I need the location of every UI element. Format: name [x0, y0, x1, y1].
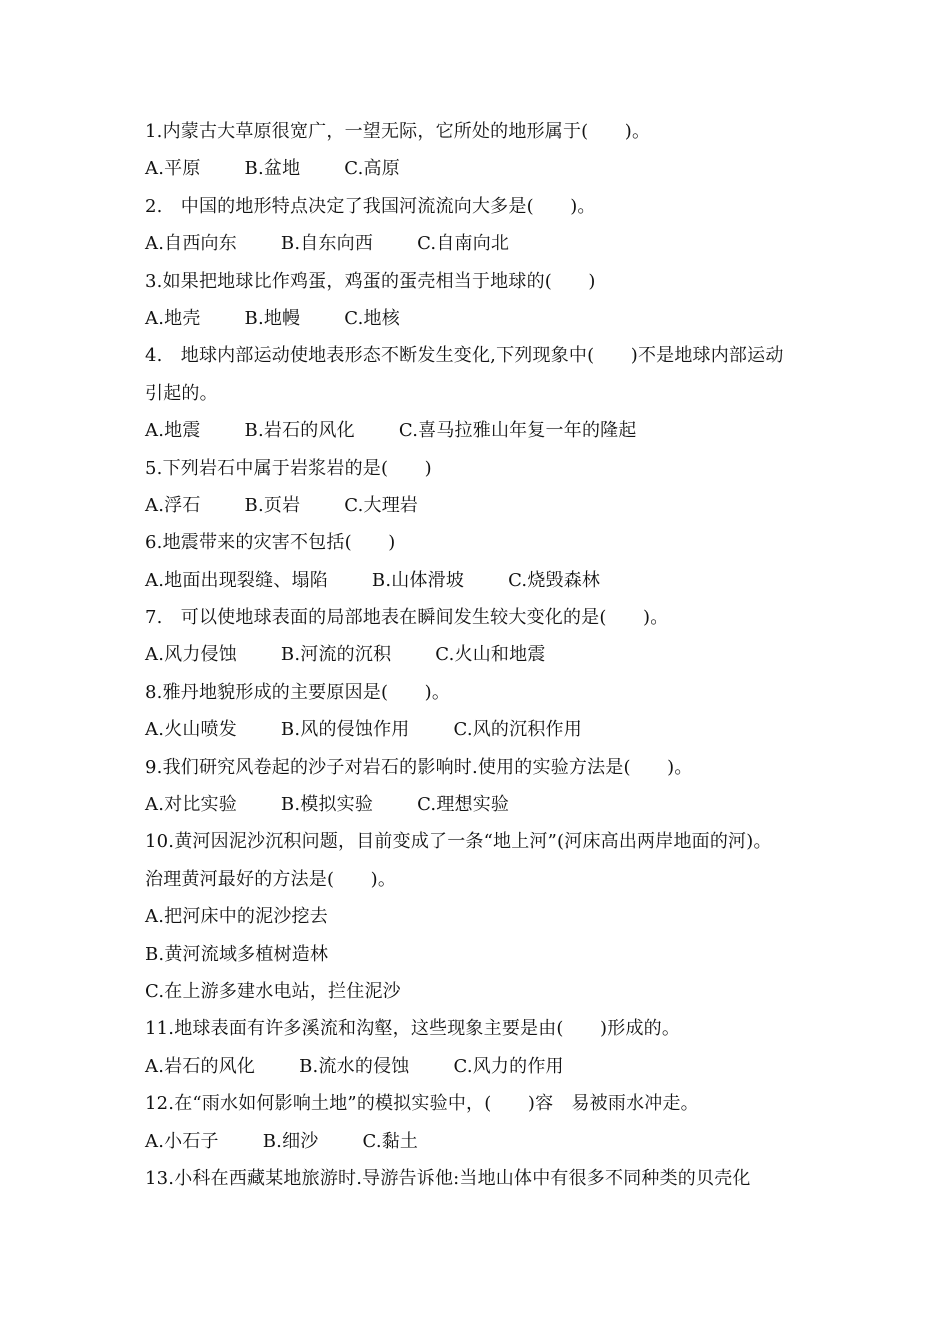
question-stem: 13.小科在西藏某地旅游时.导游告诉他:当地山体中有很多不同种类的贝壳化	[145, 1167, 751, 1189]
option-c: C.风的沉积作用	[453, 719, 582, 741]
option-row	[145, 225, 825, 262]
question-stem: 2. 中国的地形特点决定了我国河流流向大多是( )。	[145, 195, 596, 217]
option-row	[145, 300, 825, 337]
option-c: C.风力的作用	[453, 1055, 564, 1077]
question-stem-continued: 治理黄河最好的方法是( )。	[145, 868, 397, 890]
question-stem: 6.地震带来的灾害不包括( )	[145, 532, 396, 554]
question-stem: 7. 可以使地球表面的局部地表在瞬间发生较大变化的是( )。	[145, 607, 669, 629]
option-b: B.风的侵蚀作用	[280, 719, 410, 741]
option-b: B.山体滑坡	[371, 569, 465, 591]
option-a: A.地面出现裂缝、塌陷	[145, 569, 328, 591]
option-b: B.细沙	[262, 1130, 319, 1152]
option-row	[145, 412, 825, 449]
option-row	[145, 487, 825, 524]
question-list	[145, 113, 825, 1197]
option-c: C.火山和地震	[435, 644, 546, 666]
option-c: C.大理岩	[344, 494, 419, 516]
option-a: A.浮石	[145, 494, 201, 516]
option-b: B.地幔	[244, 307, 301, 329]
option-a: A.岩石的风化	[145, 1055, 256, 1077]
option-row	[145, 636, 825, 673]
option-c: C.烧毁森林	[508, 569, 601, 591]
question-stem: 4. 地球内部运动使地表形态不断发生变化,下列现象中( )不是地球内部运动	[145, 345, 784, 367]
option-a: A.火山喷发	[145, 719, 237, 741]
option-b: B.自东向西	[280, 233, 374, 255]
option-b: B.流水的侵蚀	[299, 1055, 410, 1077]
question-stem: 10.黄河因泥沙沉积问题，目前变成了一条“地上河”(河床高出两岸地面的河)。	[145, 831, 772, 853]
option-c: C.地核	[344, 307, 400, 329]
option-b: B.页岩	[244, 494, 301, 516]
option-a: A.小石子	[145, 1130, 219, 1152]
question-stem: 3.如果把地球比作鸡蛋，鸡蛋的蛋壳相当于地球的( )	[145, 270, 596, 292]
option-row	[145, 711, 825, 748]
option-b: B.黄河流域多植树造林	[145, 943, 329, 965]
option-c: C.理想实验	[417, 794, 510, 816]
option-row	[145, 1123, 825, 1160]
option-a: A.对比实验	[145, 794, 237, 816]
option-a: A.自西向东	[145, 233, 237, 255]
question-stem: 12.在“雨水如何影响土地”的模拟实验中，( )容 易被雨水冲走。	[145, 1093, 699, 1115]
question-stem-continued: 引起的。	[145, 382, 218, 404]
question-stem: 11.地球表面有许多溪流和沟壑，这些现象主要是由( )形成的。	[145, 1018, 681, 1040]
option-b: B.模拟实验	[280, 794, 374, 816]
option-c: C.喜马拉雅山年复一年的隆起	[398, 420, 637, 442]
option-c: C.自南向北	[417, 233, 510, 255]
option-a: A.平原	[145, 158, 201, 180]
option-a: A.地震	[145, 420, 201, 442]
question-stem: 1.内蒙古大草原很宽广，一望无际，它所处的地形属于( )。	[145, 121, 651, 142]
option-row	[145, 1048, 825, 1085]
option-row	[145, 562, 825, 599]
question-stem: 9.我们研究风卷起的沙子对岩石的影响时.使用的实验方法是( )。	[145, 756, 693, 778]
question-stem: 5.下列岩石中属于岩浆岩的是( )	[145, 457, 432, 479]
option-b: B.岩石的风化	[244, 420, 355, 442]
option-b: B.河流的沉积	[280, 644, 392, 666]
option-a: A.风力侵蚀	[145, 644, 237, 666]
option-row	[145, 150, 825, 187]
option-c: C.在上游多建水电站，拦住泥沙	[145, 980, 401, 1002]
option-row	[145, 786, 825, 823]
option-a: A.地壳	[145, 307, 201, 329]
option-c: C.黏土	[362, 1130, 419, 1152]
option-a: A.把河床中的泥沙挖去	[145, 906, 328, 928]
option-b: B.盆地	[244, 158, 301, 180]
option-c: C.高原	[344, 158, 400, 180]
question-stem: 8.雅丹地貌形成的主要原因是( )。	[145, 681, 451, 703]
